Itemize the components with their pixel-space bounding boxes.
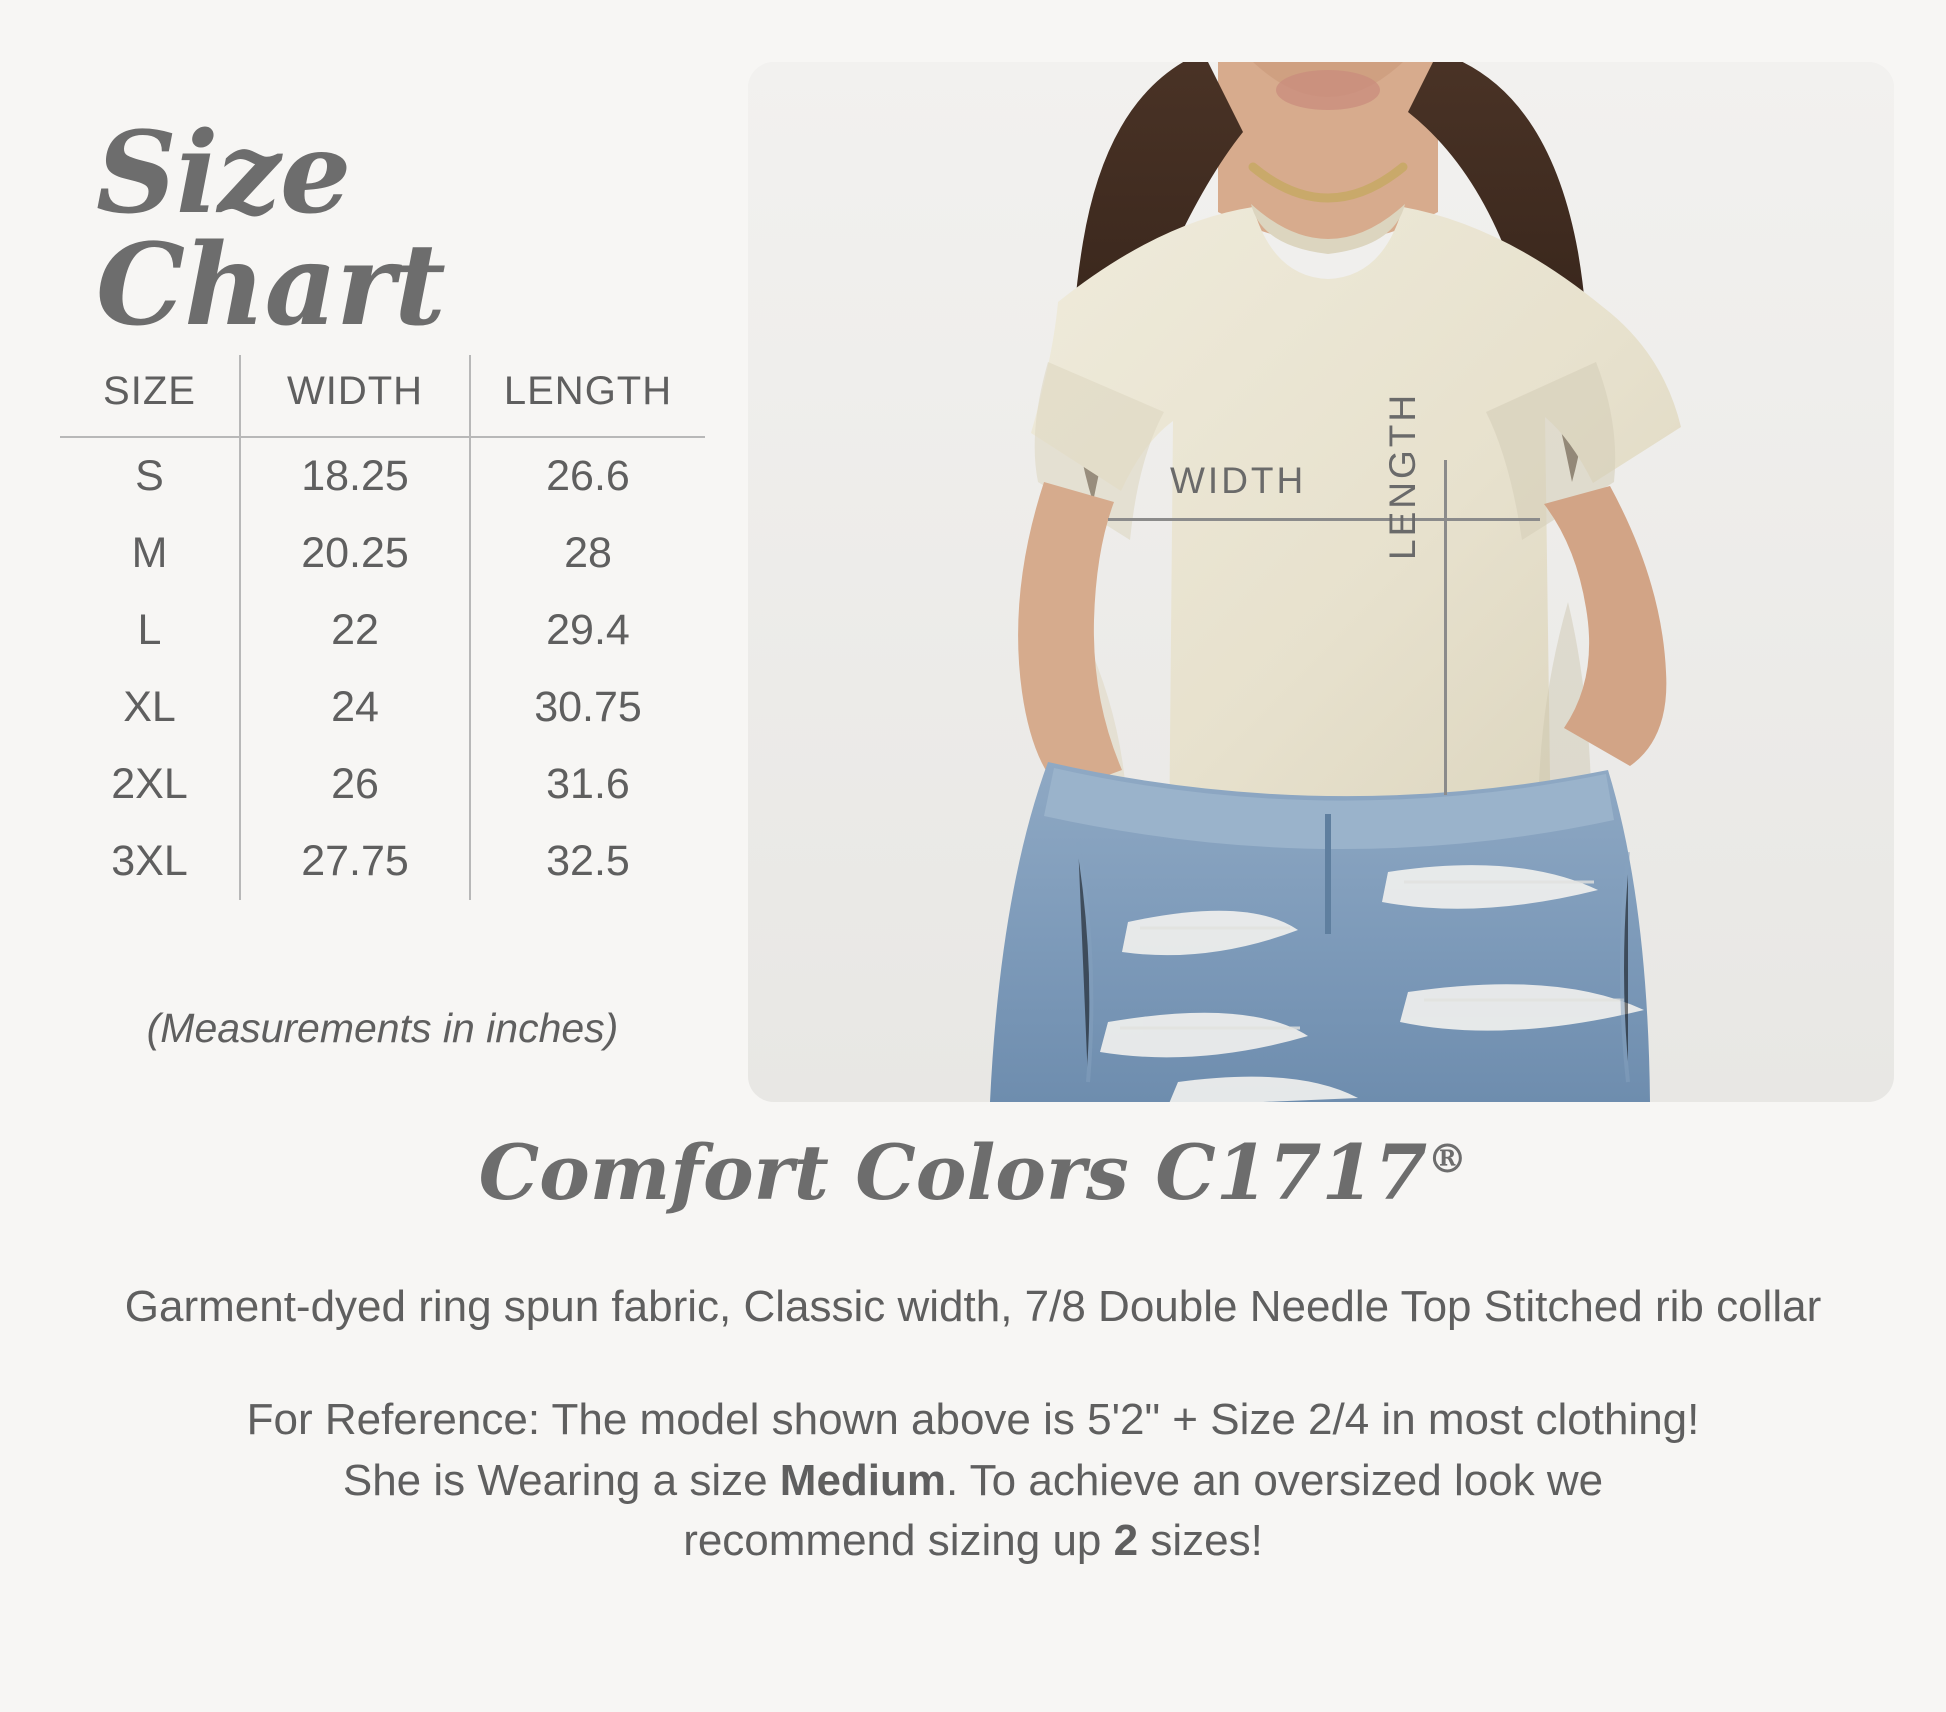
reference-line-1: For Reference: The model shown above is 5'2" + Size 2/4 in most clothing! [246,1395,1700,1444]
cell-width: 27.75 [240,823,470,900]
table-row [60,669,705,746]
cell-length: 32.5 [546,837,630,885]
cell-length: 30.75 [534,683,642,731]
length-measure-line [1444,460,1447,795]
reference-line-3-c: sizes! [1138,1516,1263,1566]
cell-width: 24 [240,669,470,746]
model-size-value: Medium [779,1455,947,1505]
size-table-body [60,437,705,900]
size-table [60,355,705,900]
overlay-width-label: WIDTH [1170,460,1307,501]
table-header-row [60,355,705,437]
cell-size: M [131,529,168,577]
model-photo [748,62,1894,1102]
reference-note [120,1390,1826,1572]
registered-mark: ® [1427,1135,1468,1183]
measurement-note: (Measurements in inches) [146,1005,619,1051]
cell-width: 22 [240,592,470,669]
size-up-count: 2 [1113,1516,1139,1566]
model-photo-illustration [748,62,1894,1102]
cell-width: 20.25 [240,515,470,592]
column-header-size: SIZE [103,369,196,413]
cell-size: 3XL [111,837,188,885]
brand-name: Comfort Colors C1717 [478,1128,1428,1217]
brand-title [0,1128,1946,1217]
size-chart-panel [0,0,760,1110]
column-header-length: LENGTH [503,369,673,413]
table-row [60,437,705,515]
reference-line-2-a: She is Wearing a size [342,1455,780,1505]
table-row [60,746,705,823]
cell-length: 26.6 [546,452,630,500]
cell-width: 26 [240,746,470,823]
page-title: Size Chart [96,108,445,351]
width-measure-line [1108,518,1540,521]
overlay-length-label: LENGTH [1382,391,1423,560]
reference-line-3-a: recommend sizing up [683,1516,1114,1566]
reference-line-2-c: . To achieve an oversized look we [946,1455,1604,1505]
cell-size: S [135,452,164,500]
cell-width: 18.25 [240,437,470,515]
cell-length: 31.6 [546,760,630,808]
cell-length: 29.4 [546,606,630,654]
cell-size: L [137,606,162,654]
table-row [60,515,705,592]
size-table-header [60,355,705,437]
fabric-description: Garment-dyed ring spun fabric, Classic width, 7/8 Double Needle Top Stitched rib collar [124,1282,1822,1331]
reference-line-2 [120,1451,1826,1512]
column-header-width: WIDTH [240,355,470,437]
cell-size: XL [123,683,176,731]
reference-line-3 [120,1511,1826,1572]
table-row [60,592,705,669]
cell-size: 2XL [111,760,188,808]
table-row [60,823,705,900]
cell-length: 28 [564,529,612,577]
